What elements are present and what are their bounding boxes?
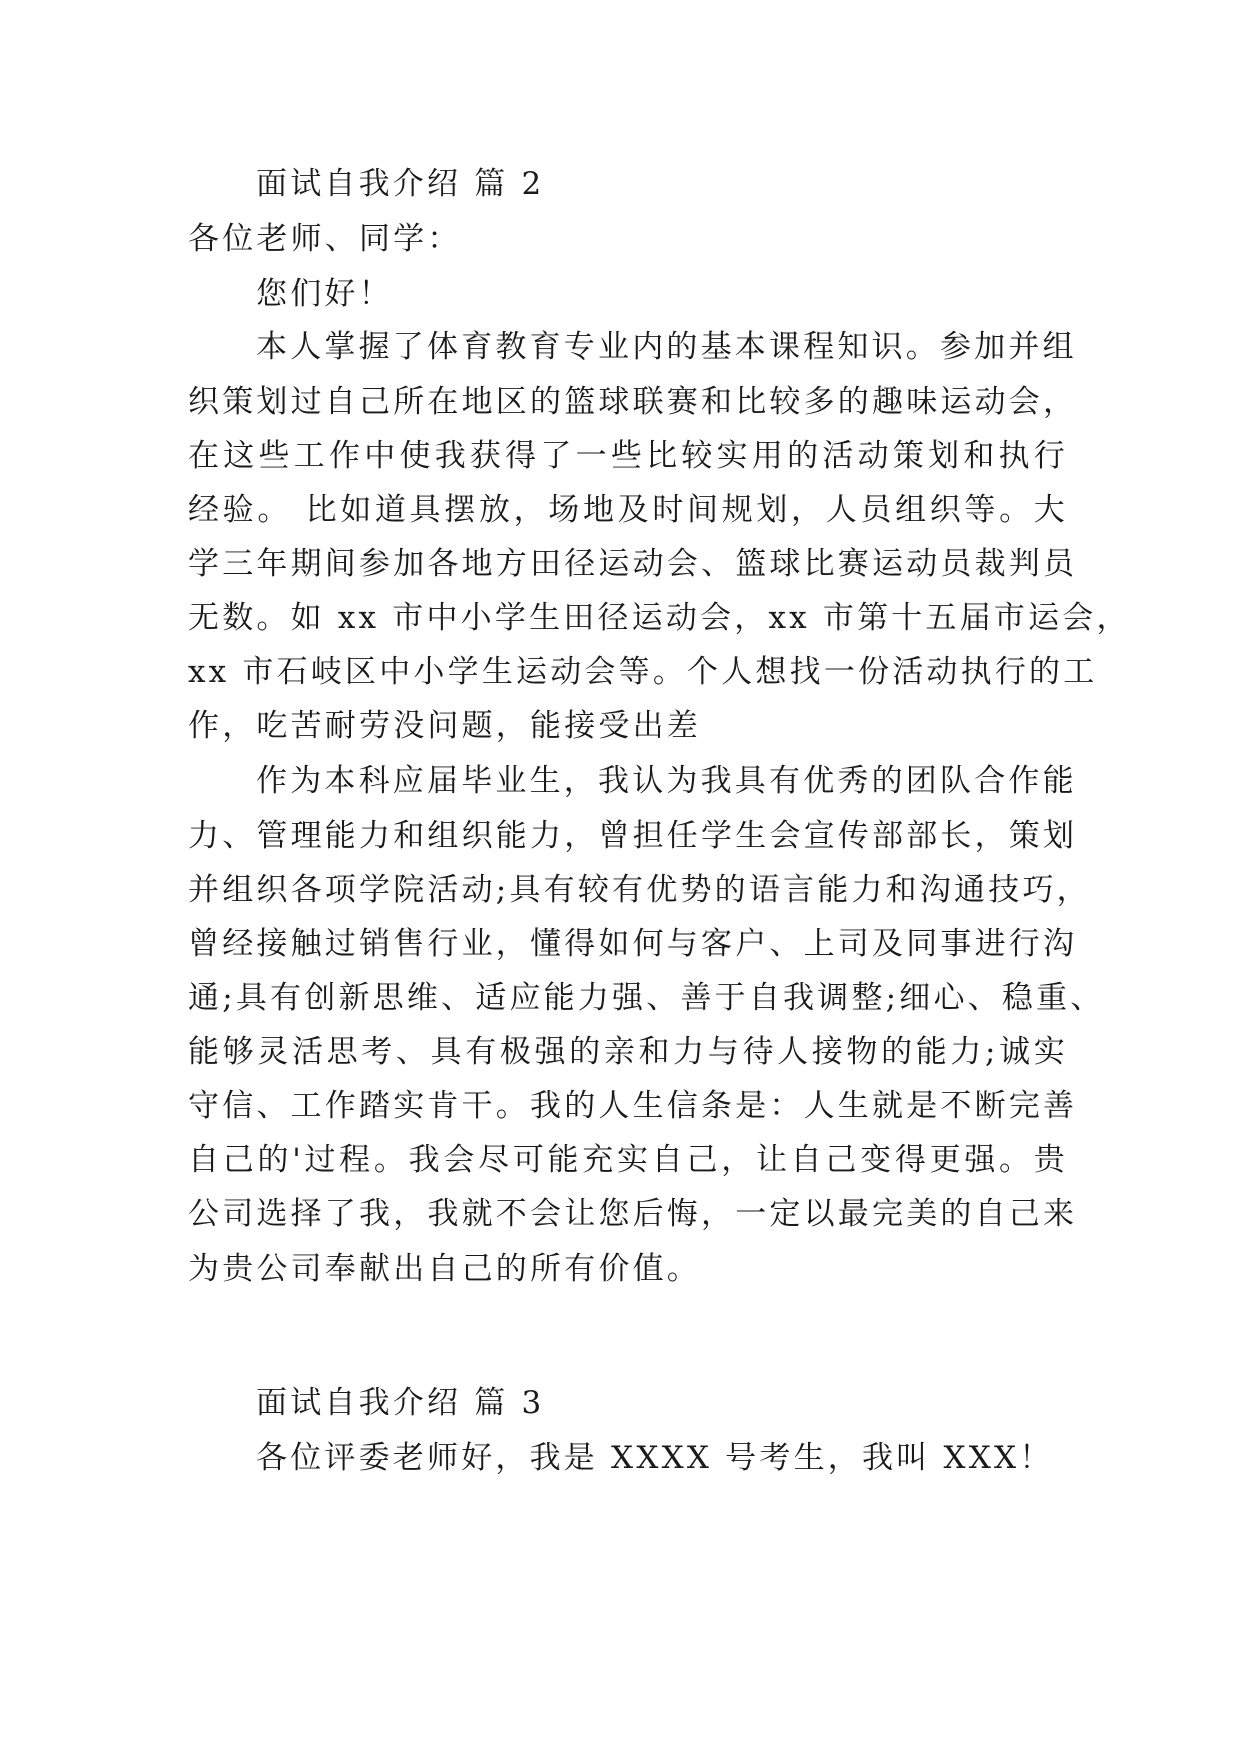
paragraph-line: 守信、工作踏实肯干。我的人生信条是：人生就是不断完善 (188, 1088, 1078, 1124)
paragraph-line: xx 市石岐区中小学生运动会等。个人想找一份活动执行的工 (188, 654, 1098, 690)
paragraph-line: 能够灵活思考、具有极强的亲和力与待人接物的能力;诚实 (188, 1034, 1068, 1070)
section-3-heading: 面试自我介绍 篇 3 (256, 1385, 545, 1421)
paragraph-line: 本人掌握了体育教育专业内的基本课程知识。参加并组 (256, 329, 1077, 365)
paragraph-line: 自己的'过程。我会尽可能充实自己，让自己变得更强。贵 (188, 1142, 1068, 1178)
paragraph-line: 学三年期间参加各地方田径运动会、篮球比赛运动员裁判员 (188, 546, 1078, 582)
paragraph-line: 织策划过自己所在地区的篮球联赛和比较多的趣味运动会， (188, 384, 1078, 420)
section-2-heading: 面试自我介绍 篇 2 (256, 166, 545, 202)
paragraph-line: 并组织各项学院活动;具有较有优势的语言能力和沟通技巧， (188, 872, 1091, 908)
paragraph-line: 公司选择了我，我就不会让您后悔，一定以最完美的自己来 (188, 1196, 1078, 1232)
paragraph-line: 无数。如 xx 市中小学生田径运动会，xx 市第十五届市运会， (188, 600, 1131, 636)
paragraph-line: 力、管理能力和组织能力，曾担任学生会宣传部部长，策划 (188, 818, 1078, 854)
paragraph-line: 作为本科应届毕业生，我认为我具有优秀的团队合作能 (256, 763, 1077, 799)
paragraph-line: 曾经接触过销售行业，懂得如何与客户、上司及同事进行沟 (188, 926, 1078, 962)
paragraph-line: 作，吃苦耐劳没问题，能接受出差 (188, 708, 701, 744)
section-2-greeting: 您们好！ (256, 276, 393, 312)
paragraph-line: 通;具有创新思维、适应能力强、善于自我调整;细心、稳重、 (188, 980, 1105, 1016)
section-3-opening: 各位评委老师好，我是 XXXX 号考生，我叫 XXX！ (256, 1440, 1054, 1476)
paragraph-line: 为贵公司奉献出自己的所有价值。 (188, 1251, 701, 1287)
section-2-salutation: 各位老师、同学： (188, 221, 462, 257)
paragraph-line: 在这些工作中使我获得了一些比较实用的活动策划和执行 (188, 438, 1068, 474)
paragraph-line: 经验。 比如道具摆放，场地及时间规划，人员组织等。大 (188, 492, 1068, 528)
